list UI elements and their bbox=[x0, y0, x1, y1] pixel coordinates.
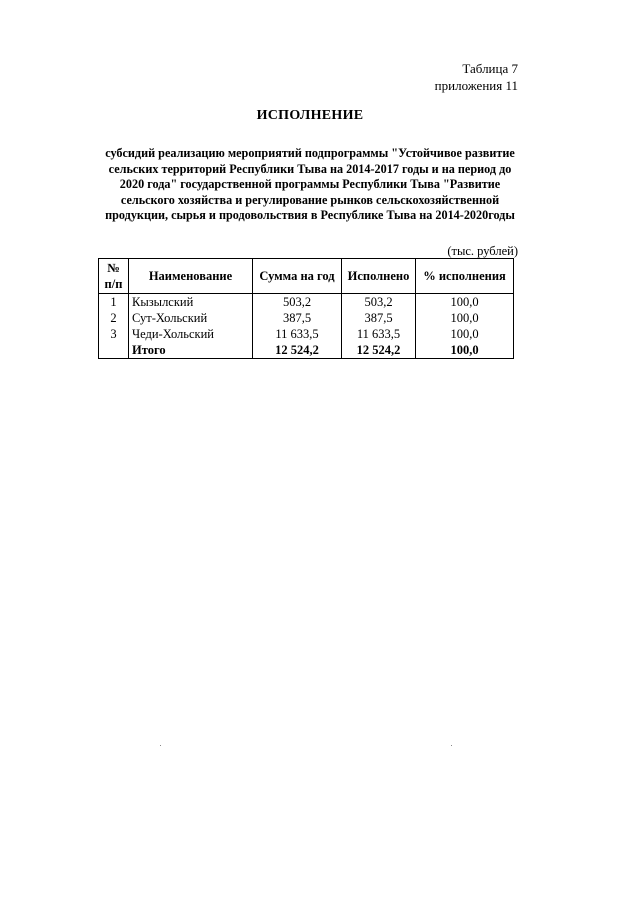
cell-name: Итого bbox=[129, 342, 253, 359]
appendix-number: приложения 11 bbox=[434, 78, 518, 93]
number-sign: № bbox=[107, 261, 120, 275]
cell-sum: 12 524,2 bbox=[253, 342, 342, 359]
column-header-name: Наименование bbox=[129, 259, 253, 294]
units-label: (тыс. рублей) bbox=[447, 244, 518, 258]
cell-number: 3 bbox=[99, 326, 129, 342]
subtitle-line: продукции, сырья и продовольствия в Республике Тыва на 2014-2020годы bbox=[105, 208, 515, 222]
cell-percent: 100,0 bbox=[416, 342, 514, 359]
column-header-number bbox=[99, 259, 129, 294]
cell-percent: 100,0 bbox=[416, 310, 514, 326]
cell-sum: 503,2 bbox=[253, 294, 342, 311]
cell-name: Сут-Хольский bbox=[129, 310, 253, 326]
scan-speck bbox=[451, 745, 452, 746]
execution-table bbox=[98, 258, 514, 359]
column-header-sum: Сумма на год bbox=[253, 259, 342, 294]
subtitle-line: сельского хозяйства и регулирование рынков сельскохозяйственной bbox=[120, 192, 500, 207]
table-row bbox=[99, 310, 514, 326]
table-row bbox=[99, 294, 514, 311]
cell-sum: 387,5 bbox=[253, 310, 342, 326]
cell-done: 387,5 bbox=[342, 310, 416, 326]
cell-percent: 100,0 bbox=[416, 326, 514, 342]
subtitle-line: 2020 года" государственной программы Республики Тыва "Развитие bbox=[119, 177, 501, 191]
scan-speck bbox=[160, 745, 161, 746]
subtitle-line: сельских территорий Республики Тыва на 2014-2017 годы и на период до bbox=[108, 161, 512, 176]
cell-percent: 100,0 bbox=[416, 294, 514, 311]
document-subtitle bbox=[100, 146, 520, 224]
cell-sum: 11 633,5 bbox=[253, 326, 342, 342]
table-number: Таблица 7 bbox=[462, 61, 518, 76]
cell-done: 12 524,2 bbox=[342, 342, 416, 359]
cell-done: 503,2 bbox=[342, 294, 416, 311]
cell-name: Кызылский bbox=[129, 294, 253, 311]
table-total-row bbox=[99, 342, 514, 359]
cell-number bbox=[99, 342, 129, 359]
table-reference bbox=[435, 60, 518, 94]
cell-name: Чеди-Хольский bbox=[129, 326, 253, 342]
table-header-row bbox=[99, 259, 514, 294]
subtitle-line: субсидий реализацию мероприятий подпрограммы "Устойчивое развитие bbox=[105, 146, 515, 160]
column-header-done: Исполнено bbox=[342, 259, 416, 294]
cell-number: 1 bbox=[99, 294, 129, 311]
number-abbrev: п/п bbox=[104, 277, 123, 291]
cell-number: 2 bbox=[99, 310, 129, 326]
table-row bbox=[99, 326, 514, 342]
cell-done: 11 633,5 bbox=[342, 326, 416, 342]
column-header-percent: % исполнения bbox=[416, 259, 514, 294]
document-title: ИСПОЛНЕНИЕ bbox=[256, 108, 364, 123]
